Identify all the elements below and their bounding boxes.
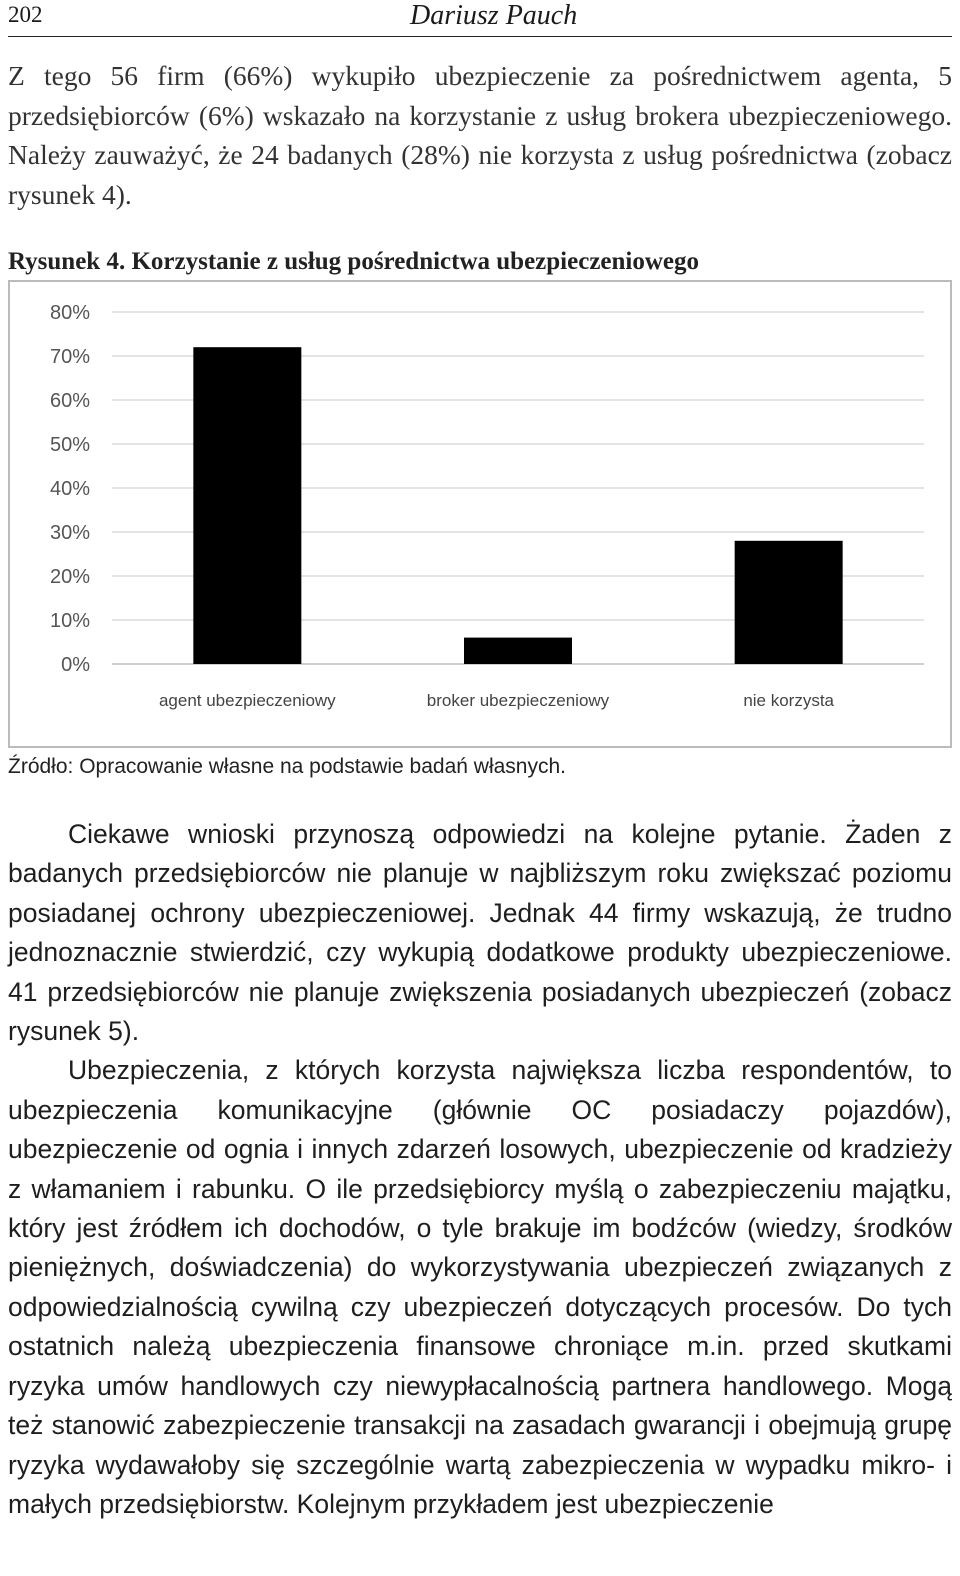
bar-chart: [10, 282, 950, 746]
body-paragraph-1: Ciekawe wnioski przynoszą odpowiedzi na kolejne pytanie. Żaden z badanych przedsiębiorców nie planuje w najbliższym roku zwiększać poziomu posiadanej ochrony ubezpieczeniowej. Jednak 44 firmy wskazują, że trudno jednoznacznie stwierdzić, czy wykupią dodatkowe produkty ubezpieczeniowe. 41 przedsiębiorców nie planuje zwiększenia posiadanych ubezpieczeń (zobacz rysunek 5).: [8, 819, 952, 1047]
page-header: [8, 0, 952, 37]
bar: [735, 541, 843, 664]
x-category-label: agent ubezpieczeniowy: [158, 691, 336, 710]
body-paragraph-2: Ubezpieczenia, z których korzysta największa liczba respondentów, to ubezpieczenia komunikacyjne (głównie OC posiadaczy pojazdów), ubezpieczenie od ognia i innych zdarzeń losowych, ubezpieczenie od kradzieży z włamaniem i rabunku. O ile przedsiębiorcy myślą o zabezpieczeniu majątku, który jest źródłem ich dochodów, o tyle brakuje im bodźców (wiedzy, środków pieniężnych, doświadczenia) do wykorzystywania ubezpieczeń związanych z odpowiedzialnością cywilną czy ubezpieczeń dotyczących procesów. Do tych ostatnich należą ubezpieczenia finansowe chroniące m.in. przed skutkami ryzyka umów handlowych czy niewypłacalnością partnera handlowego. Mogą też stanowić zabezpieczenie transakcji na zasadach gwarancji i obejmują grupę ryzyka wydawałoby się szczególnie wartą zabezpieczenia w wypadku mikro- i małych przedsiębiorstw. Kolejnym przykładem jest ubezpieczenie: [8, 1055, 952, 1519]
intro-paragraph: Z tego 56 firm (66%) wykupiło ubezpieczenie za pośrednictwem agenta, 5 przedsiębiorców (6%) wskazało na korzystanie z usług brokera ubezpieczeniowego. Należy zauważyć, że 24 badanych (28%) nie korzysta z usług pośrednictwa (zobacz rysunek 4).: [8, 60, 952, 210]
y-tick-label: 20%: [49, 566, 90, 588]
y-tick-label: 40%: [49, 478, 90, 500]
y-tick-label: 80%: [49, 302, 90, 324]
figure-source: Źródło: Opracowanie własne na podstawie badań własnych.: [8, 755, 566, 778]
body-text: [8, 815, 952, 1524]
bar: [193, 347, 301, 664]
bar: [464, 638, 572, 664]
figure-caption: Rysunek 4. Korzystanie z usług pośrednictwa ubezpieczeniowego: [8, 248, 700, 275]
x-category-label: nie korzysta: [743, 691, 835, 710]
y-tick-label: 50%: [49, 434, 90, 456]
running-head-author: Dariusz Pauch: [410, 0, 578, 31]
y-tick-label: 0%: [61, 654, 90, 676]
y-tick-label: 70%: [49, 346, 90, 368]
page-number: 202: [8, 2, 43, 27]
chart-frame: [8, 280, 952, 748]
y-tick-label: 30%: [49, 522, 90, 544]
y-tick-label: 10%: [49, 610, 90, 632]
y-tick-label: 60%: [49, 390, 90, 412]
x-category-label: broker ubezpieczeniowy: [426, 691, 610, 710]
